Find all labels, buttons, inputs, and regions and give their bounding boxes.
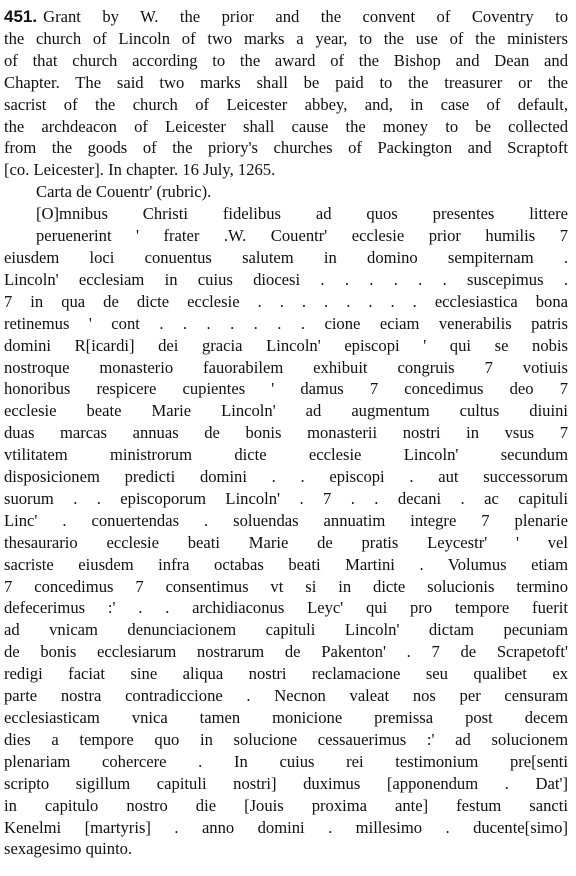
summary-line: sacrist of the church of Leicester abbey, and, in case of default, <box>4 94 568 114</box>
summary-line: Chapter. The said two marks shall be paid to the treasurer or the <box>4 72 568 92</box>
charter-line: sexagesimo quinto. <box>4 839 133 859</box>
charter-line: scripto sigillum capituli nostri] duximus [apponendum . Dat'] <box>4 773 568 793</box>
summary-line: of that church according to the award of the Bishop and Dean and <box>4 50 568 70</box>
charter-line: in capitulo nostro die [Jouis proxima ante] festum sancti <box>4 795 568 815</box>
charter-line: defecerimus :' . . archidiaconus Leyc' qui pro tempore fuerit <box>4 598 568 618</box>
charter-line: 7 in qua de dicte ecclesie . . . . . . . . ecclesiastica bona <box>4 291 568 311</box>
charter-line: redigi faciat sine aliqua nostri reclamacione seu qualibet ex <box>4 664 568 684</box>
charter-line: ecclesie beate Marie Lincoln' ad augmentum cultus diuini <box>4 401 568 421</box>
charter-line: plenariam cohercere . In cuius rei testimonium pre[senti <box>4 751 568 771</box>
rubric: Carta de Couentr' (rubric). <box>36 182 212 202</box>
charter-line: disposicionem predicti domini . . episcopi . aut successorum <box>4 467 568 487</box>
entry-number: 451. <box>4 7 38 26</box>
charter-line: ecclesiasticam vnica tamen monicione premissa post decem <box>4 708 568 727</box>
charter-line: Lincoln' ecclesiam in cuius diocesi . . . . . . suscepimus . <box>4 269 568 289</box>
charter-line: duas marcas annuas de bonis monasterii nostri in vsus 7 <box>4 423 568 443</box>
charter-line: [O]mnibus Christi fidelibus ad quos presentes littere <box>36 204 568 224</box>
summary-line: from the goods of the priory's churches of Packington and Scraptoft <box>4 138 568 158</box>
charter-line: ad vnicam denunciacionem capituli Lincoln' dictam pecuniam <box>4 620 568 640</box>
charter-line: thesaurario ecclesie beati Marie de pratis Leycestr' ' vel <box>4 532 568 552</box>
charter-line: suorum . . episcoporum Lincoln' . 7 . . decani . ac capituli <box>4 488 568 508</box>
summary-line: the archdeacon of Leicester shall cause the money to be collected <box>4 116 568 136</box>
summary-line: the church of Lincoln of two marks a year, to the use of the ministers <box>4 28 568 48</box>
charter-line: nostroque monasterio fauorabilem exhibuit congruis 7 votiuis <box>4 357 568 377</box>
charter-line: domini R[icardi] dei gracia Lincoln' episcopi ' qui se nobis <box>4 335 568 355</box>
charter-line: Linc' . conuertendas . soluendas annuatim integre 7 plenarie <box>4 510 568 530</box>
summary-line: 451. Grant by W. the prior and the convent of Coventry to <box>4 7 568 26</box>
charter-line: de bonis ecclesiarum nostrarum de Pakenton' . 7 de Scrapetoft' <box>4 642 568 662</box>
charter-line: parte nostra contradiccione . Necnon valeat nos per censuram <box>4 686 568 706</box>
charter-line: eiusdem loci conuentus salutem in domino sempiternam . <box>4 247 568 267</box>
charter-line: sacriste eiusdem infra octabas beati Martini . Volumus etiam <box>4 554 568 574</box>
charter-line: Kenelmi [martyris] . anno domini . millesimo . ducente[simo] <box>4 817 568 837</box>
charter-line: honoribus respicere cupientes ' damus 7 concedimus deo 7 <box>4 379 568 399</box>
charter-line: peruenerint ' frater .W. Couentr' ecclesie prior humilis 7 <box>36 226 568 246</box>
charter-line: vtilitatem ministrorum dicte ecclesie Lincoln' secundum <box>4 445 568 465</box>
charter-line: 7 concedimus 7 consentimus vt si in dicte solucionis termino <box>4 576 568 596</box>
summary-line: [co. Leicester]. In chapter. 16 July, 1265. <box>4 160 276 180</box>
charter-line: retinemus ' cont . . . . . . . cione eciam venerabilis patris <box>4 313 568 333</box>
charter-line: dies a tempore quo in solucione cessauerimus :' ad solucionem <box>4 729 568 749</box>
